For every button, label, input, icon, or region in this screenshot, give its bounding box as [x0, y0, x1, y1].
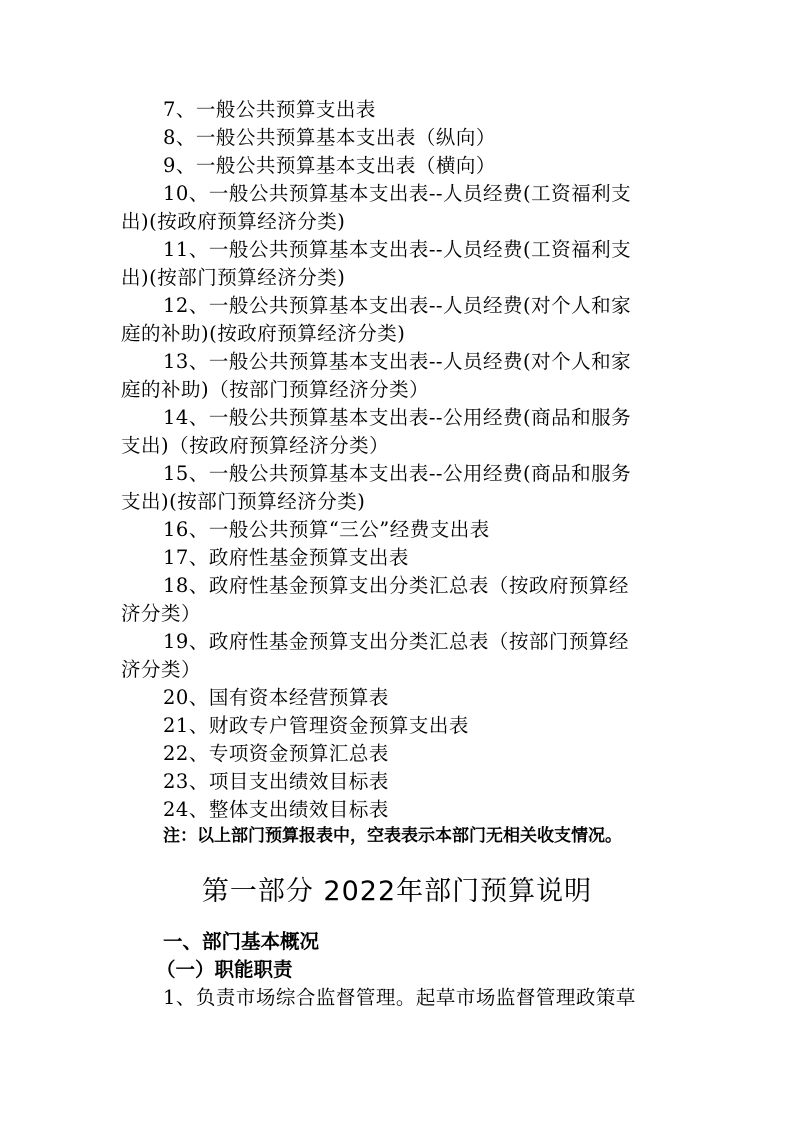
list-item: 22、专项资金预算汇总表 — [163, 742, 389, 765]
list-item-continuation: 庭的补助)(按政府预算经济分类) — [121, 322, 406, 345]
list-item-continuation: 济分类） — [121, 602, 202, 625]
body-paragraph: 1、负责市场综合监督管理。起草市场监督管理政策草 — [163, 986, 636, 1009]
list-item: 15、一般公共预算基本支出表--公用经费(商品和服务 — [163, 462, 632, 485]
list-item: 17、政府性基金预算支出表 — [163, 546, 409, 569]
list-item: 18、政府性基金预算支出分类汇总表（按政府预算经 — [163, 574, 629, 597]
list-item-continuation: 支出)（按政府预算经济分类） — [121, 434, 390, 457]
list-item: 13、一般公共预算基本支出表--人员经费(对个人和家 — [163, 350, 632, 373]
list-item-continuation: 济分类） — [121, 658, 202, 681]
list-item-continuation: 庭的补助)（按部门预算经济分类） — [121, 378, 430, 401]
list-item: 20、国有资本经营预算表 — [163, 686, 389, 709]
list-item: 24、整体支出绩效目标表 — [163, 798, 389, 821]
subsection-heading: （一）职能职责 — [156, 958, 293, 981]
list-item-continuation: 支出)(按部门预算经济分类) — [121, 490, 366, 513]
list-item: 12、一般公共预算基本支出表--人员经费(对个人和家 — [163, 294, 632, 317]
list-item: 9、一般公共预算基本支出表（横向） — [163, 154, 496, 177]
list-item: 16、一般公共预算“三公”经费支出表 — [163, 518, 490, 541]
section-heading: 一、部门基本概况 — [163, 930, 320, 953]
list-item: 19、政府性基金预算支出分类汇总表（按部门预算经 — [163, 630, 629, 653]
list-item: 23、项目支出绩效目标表 — [163, 770, 389, 793]
list-item: 10、一般公共预算基本支出表--人员经费(工资福利支 — [163, 182, 632, 205]
list-item-continuation: 出)(按政府预算经济分类) — [121, 210, 346, 233]
footnote: 注：以上部门预算报表中，空表表示本部门无相关收支情况。 — [163, 826, 622, 846]
part-title: 第一部分 2022年部门预算说明 — [201, 876, 593, 907]
list-item-continuation: 出)(按部门预算经济分类) — [121, 266, 346, 289]
list-item: 14、一般公共预算基本支出表--公用经费(商品和服务 — [163, 406, 632, 429]
list-item: 8、一般公共预算基本支出表（纵向） — [163, 126, 496, 149]
list-item: 7、一般公共预算支出表 — [163, 98, 376, 121]
list-item: 21、财政专户管理资金预算支出表 — [163, 714, 469, 737]
list-item: 11、一般公共预算基本支出表--人员经费(工资福利支 — [163, 238, 632, 261]
